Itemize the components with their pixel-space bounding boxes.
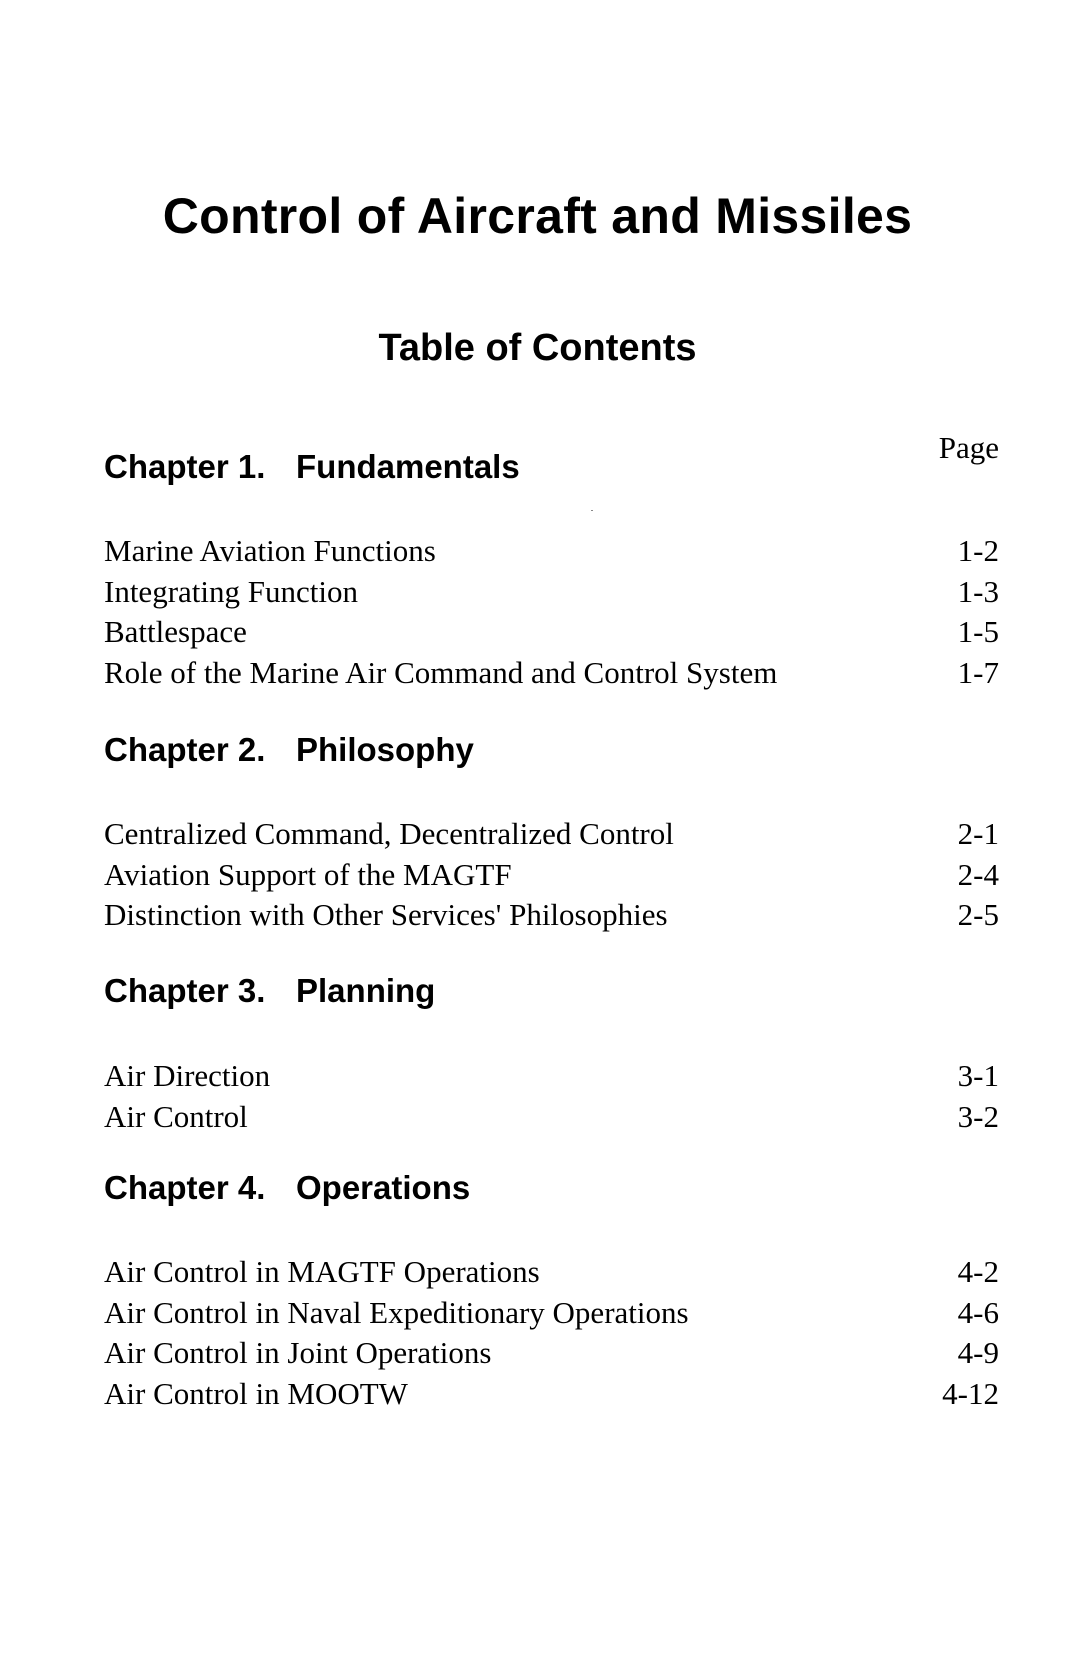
toc-entry-label: Air Direction [104, 1058, 271, 1093]
toc-heading: Table of Contents [378, 327, 697, 369]
toc-entry-label: Role of the Marine Air Command and Control System [104, 654, 778, 690]
toc-entry-page: 2-4 [957, 856, 999, 892]
toc-entry[interactable] [104, 572, 999, 613]
page-column-label: Page [938, 430, 999, 465]
chapter-heading [104, 1168, 999, 1208]
toc-entry-list [104, 1056, 999, 1137]
toc-entry-label: Air Control in MAGTF Operations [104, 1254, 540, 1289]
toc-entry-label: Distinction with Other Services' Philosophies [104, 897, 668, 932]
toc-entry-list [104, 1252, 999, 1414]
toc-entry-page: 3-1 [957, 1058, 999, 1093]
toc-entry-page: 3-2 [957, 1098, 999, 1134]
chapter-heading [104, 971, 999, 1011]
toc-entry[interactable] [104, 1374, 999, 1415]
chapter-number: Chapter 3. [104, 972, 266, 1009]
chapter-title: Fundamentals [296, 448, 520, 485]
chapter-4-section [104, 1168, 999, 1414]
chapter-number: Chapter 2. [104, 731, 266, 768]
toc-entry-page: 4-6 [957, 1294, 999, 1330]
toc-entry[interactable] [104, 612, 999, 653]
toc-entry-page: 1-5 [957, 614, 999, 649]
toc-entry[interactable] [104, 814, 999, 855]
toc-entry-label: Centralized Command, Decentralized Control [104, 816, 674, 851]
toc-entry-label: Air Control in Joint Operations [104, 1335, 492, 1370]
chapter-number: Chapter 1. [104, 448, 266, 485]
toc-entry[interactable] [104, 1056, 999, 1097]
toc-entry-page: 4-2 [957, 1254, 999, 1289]
toc-entry-label: Aviation Support of the MAGTF [104, 856, 512, 892]
chapter-heading [104, 447, 999, 487]
toc-entry-label: Battlespace [104, 614, 247, 649]
toc-entry-label: Air Control in Naval Expeditionary Operations [104, 1294, 689, 1330]
toc-entry[interactable] [104, 1293, 999, 1334]
toc-entry[interactable] [104, 531, 999, 572]
toc-entry[interactable] [104, 1252, 999, 1293]
toc-entry-page: 1-2 [957, 533, 999, 568]
toc-entry[interactable] [104, 895, 999, 936]
toc-entry[interactable] [104, 1097, 999, 1138]
chapter-title: Philosophy [296, 731, 474, 768]
toc-entry-label: Marine Aviation Functions [104, 533, 436, 568]
document-title: Control of Aircraft and Missiles [162, 188, 913, 244]
toc-entry-list [104, 814, 999, 936]
toc-entry-label: Integrating Function [104, 573, 358, 609]
chapter-number: Chapter 4. [104, 1169, 266, 1206]
toc-entry[interactable] [104, 653, 999, 694]
toc-entry-label: Air Control in MOOTW [104, 1375, 408, 1411]
toc-entry-page: 1-7 [957, 654, 999, 690]
chapter-title: Operations [296, 1169, 471, 1206]
chapter-3-section [104, 971, 999, 1137]
chapter-title: Planning [296, 972, 436, 1009]
toc-entry-list [104, 531, 999, 693]
toc-entry-page: 2-5 [957, 897, 999, 932]
toc-entry-page: 4-9 [957, 1335, 999, 1370]
toc-entry-page: 2-1 [957, 816, 999, 851]
toc-entry[interactable] [104, 855, 999, 896]
chapter-1-section [104, 447, 999, 693]
toc-entry-page: 1-3 [957, 573, 999, 609]
toc-entry-label: Air Control [104, 1098, 248, 1134]
toc-entry[interactable] [104, 1333, 999, 1374]
chapter-heading [104, 730, 999, 770]
chapter-2-section [104, 730, 999, 936]
toc-entry-page: 4-12 [942, 1375, 999, 1411]
